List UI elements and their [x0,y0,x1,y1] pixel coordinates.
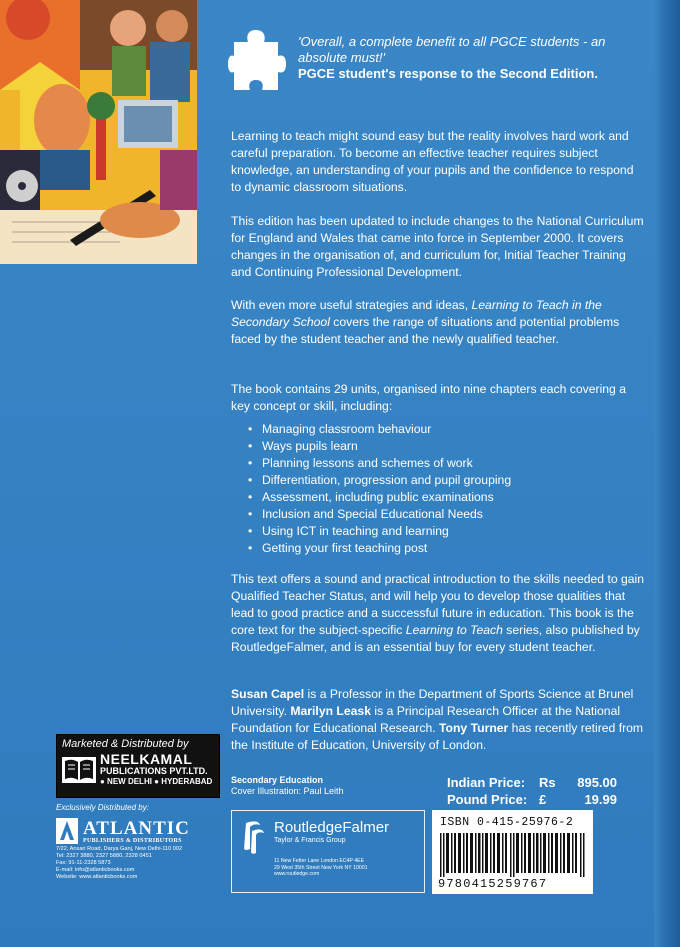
paragraph-edition: This edition has been updated to include changes to the National Curriculum for England and Wales that came into force in September 2000. It covers changes in the organisation of, and curriculum for, Initial Teacher Training and Continuing Professional Development. [231,214,644,279]
paragraph-units: The book contains 29 units, organised into nine chapters each covering a key concept or skill, including: [231,382,626,413]
paragraph-strategies [231,297,646,348]
address-line: Tel: 2327 3880, 2327 5880, 2328 0451 [56,853,152,859]
list-item: • Planning lessons and schemes of work [248,455,628,472]
book-title: Learning to Teach in the Secondary School [231,298,602,329]
isbn-text: ISBN 0-415-25976-2 [440,816,574,829]
price-block [447,774,617,808]
cover-credit: Cover Illustration: Paul Leith [231,786,344,796]
list-item: • Getting your first teaching post [248,540,628,557]
isbn-barcode-box [432,810,593,894]
publisher-website: www.routledge.com [274,871,320,877]
paragraph-intro: Learning to teach might sound easy but the reality involves hard work and careful preparation. To become an effective teacher requires subject knowledge, an understanding of your pupils and the confidence to respond to dynamic classroom situations. [231,129,634,194]
para5-rest: series, also published by RoutledgeFalmer, and is an essential buy for every student teacher. [231,623,640,654]
list-item: • Using ICT in teaching and learning [248,523,628,540]
publisher-group: Taylor & Francis Group [274,837,346,844]
series-title: Learning to Teach [405,623,503,637]
atlantic-sub: PUBLISHERS & DISTRIBUTORS [83,837,182,844]
neelkamal-sub: PUBLICATIONS PVT.LTD. [100,766,208,776]
para3-rest: covers the range of situations and potential problems faced by the student teacher and the newly qualified teacher. [231,315,620,346]
price-row-indian [447,774,617,791]
address-line: E-mail: info@atlanticbooks.com [56,867,135,873]
price-label: Pound Price: [447,792,528,807]
atlantic-distributor [56,803,226,881]
list-item: • Managing classroom behaviour [248,421,628,438]
neelkamal-cities: ● NEW DELHI ● HYDERABAD [100,777,213,786]
address-line: 11 New Fetter Lane London EC4P 4EE [274,858,365,864]
barcode-icon [440,833,586,877]
neelkamal-distributor-box [56,734,220,798]
list-item: • Assessment, including public examinations [248,489,628,506]
atlantic-name: ATLANTIC [83,817,190,839]
author-bio: is a Principal Research Officer at the National Foundation for Educational Research. [231,704,621,735]
author-bio: has recently retired from the Institute of Education, University of London. [231,721,644,752]
open-book-icon [62,755,96,785]
price-currency: Rs [539,775,556,790]
atlantic-logo-icon [56,818,78,844]
list-item: • Differentiation, progression and pupil grouping [248,472,628,489]
address-line: 29 West 35th Street New York NY 10001 [274,864,368,871]
cover-edge [654,0,680,947]
price-currency: £ [539,792,547,807]
author-name: Susan Capel [231,687,305,701]
paragraph-summary [231,571,646,656]
para3-lead: With even more useful strategies and ideas, [231,298,472,312]
author-name: Tony Turner [439,721,509,735]
testimonial-quote [298,34,638,82]
address-line: Fax: 91-11-2328 5873 [56,860,111,866]
barcode-number: 9780415259767 [438,877,548,891]
para5-lead: This text offers a sound and practical introduction to the skills needed to gain Qualified Teacher Status, and will help you to develop those qualities that lead to good practice and a successful future in education. This book is the core text for the subject-specific [231,572,645,637]
author-bio: is a Professor in the Department of Sports Science at Brunel University. [231,687,634,718]
quote-text: 'Overall, a complete benefit to all PGCE students - an absolute must!' [298,34,606,65]
paragraph-authors [231,686,646,754]
price-label: Indian Price: [447,775,526,790]
list-item: • Inclusion and Special Educational Needs [248,506,628,523]
illustration-art [0,0,197,264]
routledge-logo-icon [240,819,266,855]
address-line: 7/22, Ansari Road, Darya Ganj, New Delhi-110 002 [56,846,183,852]
neelkamal-name: NEELKAMAL [100,751,193,767]
quote-source: PGCE student's response to the Second Edition. [298,66,598,81]
publisher-box [231,810,425,893]
publisher-address [274,858,416,878]
puzzle-piece-icon [228,28,286,96]
topic-list [248,421,628,557]
address-line: Website: www.atlanticbooks.com [56,874,138,880]
atlantic-address [56,846,226,881]
cover-illustration [0,0,197,264]
author-name: Marilyn Leask [290,704,371,718]
atlantic-label: Exclusively Distributed by: [56,803,149,812]
list-item: • Ways pupils learn [248,438,628,455]
price-row-pound [447,791,617,808]
subject-category: Secondary Education [231,775,324,785]
price-value: 19.99 [584,792,617,807]
publisher-name: RoutledgeFalmer [274,819,390,836]
neelkamal-label: Marketed & Distributed by [62,738,189,750]
price-value: 895.00 [577,775,617,790]
